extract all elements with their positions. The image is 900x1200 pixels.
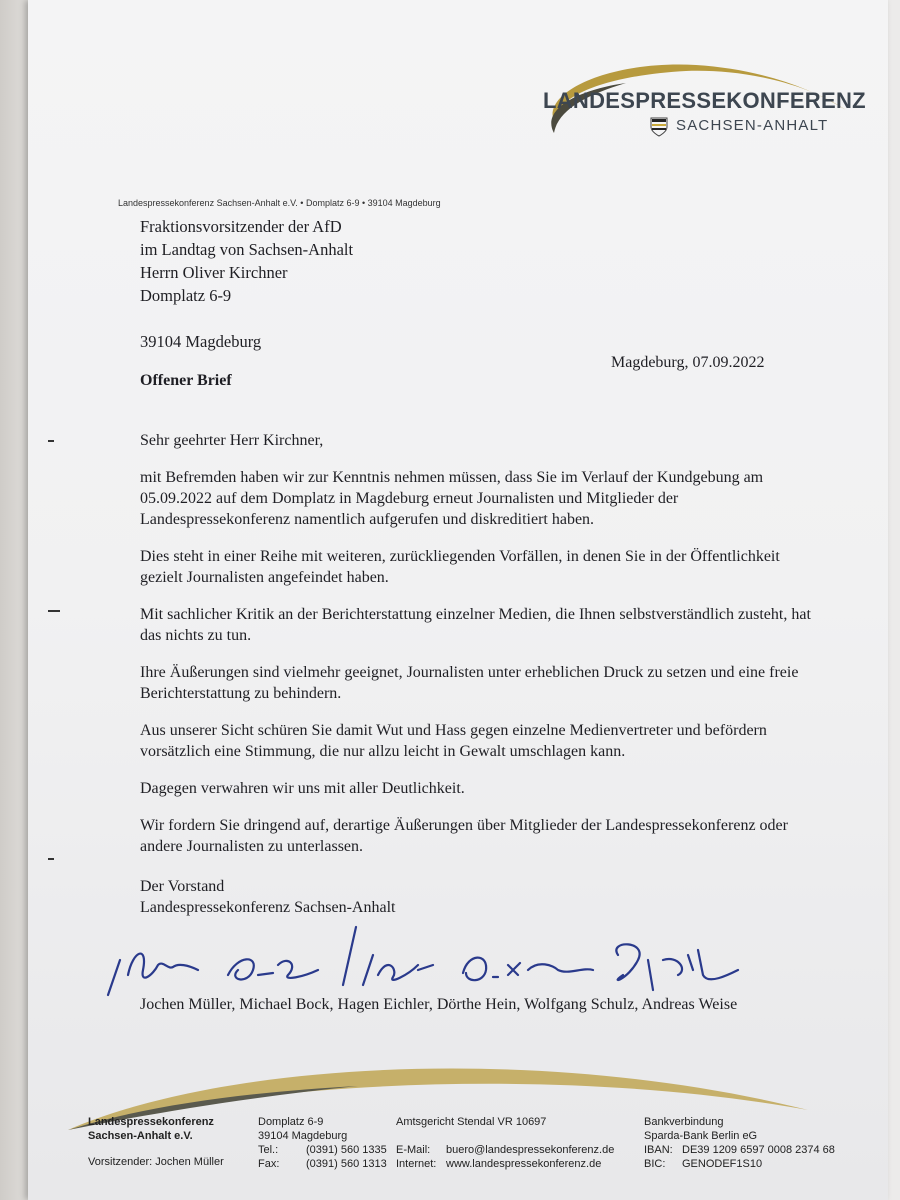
signature-1	[108, 954, 198, 995]
fold-mark	[48, 858, 54, 860]
footer-organization	[88, 1115, 224, 1169]
sender-return-address: Landespressekonferenz Sachsen-Anhalt e.V. • Domplatz 6-9 • 39104 Magdeburg	[118, 198, 441, 208]
letterhead-region: SACHSEN-ANHALT	[676, 117, 829, 134]
signature-5	[616, 944, 738, 990]
footer-bank	[644, 1115, 835, 1171]
recipient-line: Herrn Oliver Kirchner	[140, 263, 288, 282]
coat-of-arms-icon	[650, 117, 668, 137]
footer-email: buero@landespressekonferenz.de	[446, 1144, 615, 1156]
footer-iban: DE39 1209 6597 0008 2374 68	[682, 1144, 835, 1156]
letterhead-name: LANDESPRESSEKONFERENZ	[543, 88, 866, 113]
footer-email-label: E-Mail:	[396, 1144, 431, 1156]
footer-org-line: Sachsen-Anhalt e.V.	[88, 1130, 193, 1142]
salutation: Sehr geehrter Herr Kirchner,	[140, 432, 324, 449]
letter-page	[28, 0, 888, 1200]
closing-line: Landespressekonferenz Sachsen-Anhalt	[140, 899, 396, 916]
footer-address	[258, 1115, 387, 1171]
footer-court: Amtsgericht Stendal VR 10697	[396, 1116, 547, 1128]
recipient-city: 39104 Magdeburg	[140, 332, 262, 351]
footer-fax-label: Fax:	[258, 1158, 280, 1170]
footer-tel: (0391) 560 1335	[306, 1144, 387, 1156]
footer-iban-label: IBAN:	[644, 1144, 673, 1156]
closing	[140, 876, 395, 918]
fold-mark	[48, 440, 54, 442]
footer-org-line: Landespressekonferenz	[88, 1116, 214, 1128]
recipient-line: Domplatz 6-9	[140, 286, 232, 305]
body-paragraph: Ihre Äußerungen sind vielmehr geeignet, Journalisten unter erheblichen Druck zu setzen und eine freie Berichterstattung zu behindern.	[140, 664, 799, 702]
body-paragraph: Mit sachlicher Kritik an der Berichterstattung einzelner Medien, die Ihnen selbstverständlich zusteht, hat das nichts zu tun.	[140, 606, 811, 644]
footer-bank-name: Sparda-Bank Berlin eG	[644, 1130, 758, 1142]
signature-3	[343, 927, 433, 985]
recipient-line: im Landtag von Sachsen-Anhalt	[140, 240, 354, 259]
signatory-names: Jochen Müller, Michael Bock, Hagen Eichler, Dörthe Hein, Wolfgang Schulz, Andreas Weise	[140, 996, 738, 1013]
handwritten-signatures	[88, 915, 788, 1005]
recipient-line: Fraktionsvorsitzender der AfD	[140, 217, 342, 236]
footer-bic-label: BIC:	[644, 1158, 666, 1170]
body-paragraph: Dagegen verwahren wir uns mit aller Deutlichkeit.	[140, 780, 465, 797]
letter-subject: Offener Brief	[140, 372, 232, 389]
footer-tel-label: Tel.:	[258, 1144, 279, 1156]
closing-line: Der Vorstand	[140, 878, 225, 895]
signature-4	[463, 958, 593, 981]
signature-2	[228, 959, 318, 979]
body-paragraph: mit Befremden haben wir zur Kenntnis nehmen müssen, dass Sie im Verlauf der Kundgebung am 05.09.2022 auf dem Domplatz in Magdeburg erneut Journalisten und Mitglieder der Landespressekonferenz namentlich aufgerufen und diskreditiert haben.	[140, 469, 764, 528]
footer-address-line: Domplatz 6-9	[258, 1116, 324, 1128]
footer-bank-title: Bankverbindung	[644, 1116, 724, 1128]
body-paragraph: Aus unserer Sicht schüren Sie damit Wut und Hass gegen einzelne Medienvertreter und befördern vorsätzlich eine Stimmung, die nur allzu leicht in Gewalt umschlagen kann.	[140, 722, 767, 760]
footer-web-label: Internet:	[396, 1158, 437, 1170]
footer-bic: GENODEF1S10	[682, 1158, 763, 1170]
letter-body	[140, 430, 820, 873]
fold-mark	[48, 610, 60, 612]
body-paragraph: Wir fordern Sie dringend auf, derartige Äußerungen über Mitglieder der Landespressekonferenz oder andere Journalisten zu unterlassen.	[140, 817, 788, 855]
body-paragraph: Dies steht in einer Reihe mit weiteren, zurückliegenden Vorfällen, in denen Sie in der Öffentlichkeit gezielt Journalisten angefeindet haben.	[140, 548, 780, 586]
letter-date: Magdeburg, 07.09.2022	[611, 354, 765, 371]
footer-contact	[396, 1115, 614, 1171]
footer-fax: (0391) 560 1313	[306, 1158, 387, 1170]
recipient-address	[140, 215, 353, 353]
footer-chair: Vorsitzender: Jochen Müller	[88, 1156, 224, 1168]
footer-address-line: 39104 Magdeburg	[258, 1130, 348, 1142]
footer-web: www.landespressekonferenz.de	[446, 1158, 602, 1170]
